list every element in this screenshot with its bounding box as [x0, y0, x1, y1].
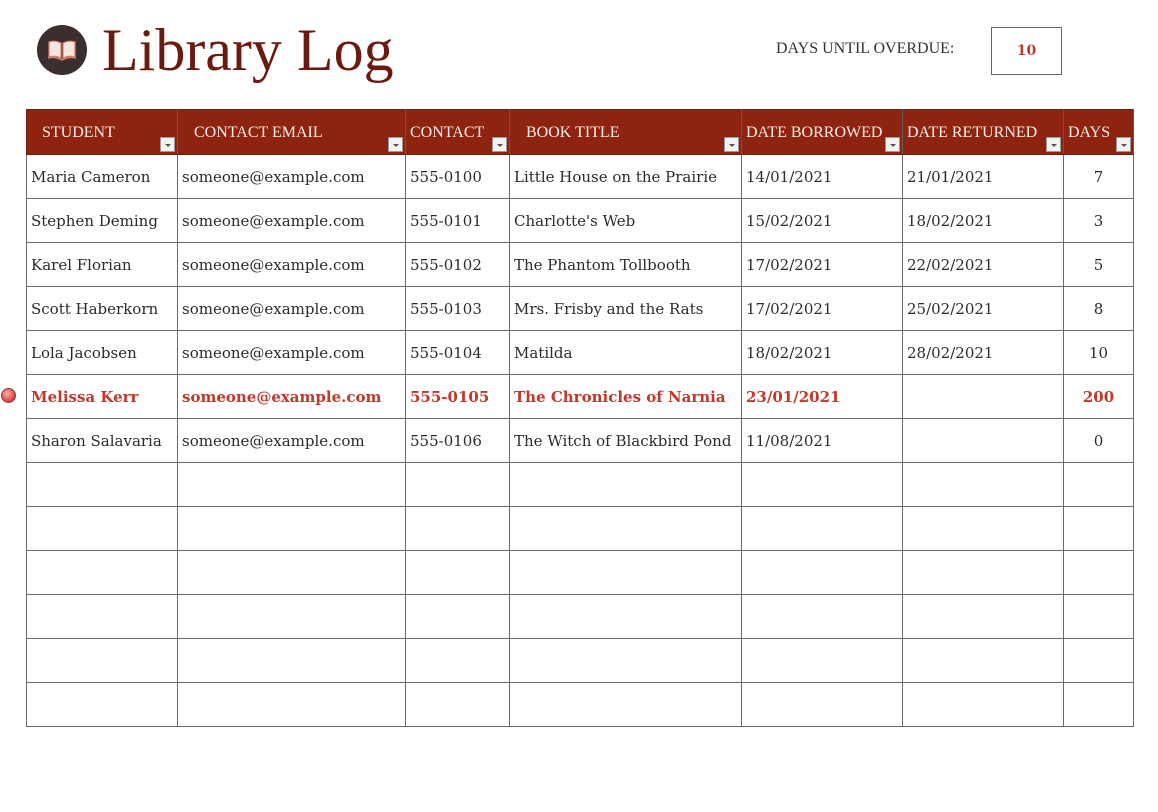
cell-contact-email[interactable]: [178, 463, 406, 507]
cell-book-title[interactable]: [510, 683, 742, 727]
empty-row[interactable]: [27, 463, 1134, 507]
filter-dropdown-icon[interactable]: [885, 137, 900, 152]
column-header-date-returned: [903, 110, 1064, 155]
cell-contact-email[interactable]: someone@example.com: [178, 287, 406, 331]
empty-row[interactable]: [27, 639, 1134, 683]
cell-days[interactable]: [1064, 683, 1134, 727]
cell-book-title[interactable]: [510, 507, 742, 551]
cell-contact-email[interactable]: someone@example.com: [178, 199, 406, 243]
cell-contact[interactable]: 555-0105: [406, 375, 510, 419]
cell-contact[interactable]: [406, 551, 510, 595]
cell-contact-email[interactable]: someone@example.com: [178, 331, 406, 375]
column-header-days: [1064, 110, 1134, 155]
filter-dropdown-icon[interactable]: [724, 137, 739, 152]
cell-contact[interactable]: [406, 683, 510, 727]
column-header-label: CONTACT EMAIL: [194, 124, 323, 141]
cell-days[interactable]: 10: [1064, 331, 1134, 375]
table-row[interactable]: [27, 155, 1134, 199]
cell-date-borrowed[interactable]: 17/02/2021: [742, 243, 903, 287]
cell-student[interactable]: [27, 683, 178, 727]
cell-contact-email[interactable]: [178, 551, 406, 595]
cell-days[interactable]: [1064, 595, 1134, 639]
cell-contact-email[interactable]: [178, 683, 406, 727]
cell-contact[interactable]: 555-0102: [406, 243, 510, 287]
cell-contact-email[interactable]: someone@example.com: [178, 155, 406, 199]
cell-date-returned[interactable]: 22/02/2021: [903, 243, 1064, 287]
cell-days[interactable]: 3: [1064, 199, 1134, 243]
days-until-overdue-label: DAYS UNTIL OVERDUE:: [776, 40, 955, 57]
cell-contact[interactable]: [406, 595, 510, 639]
cell-date-returned[interactable]: 21/01/2021: [903, 155, 1064, 199]
cell-contact-email[interactable]: someone@example.com: [178, 419, 406, 463]
cell-student[interactable]: [27, 507, 178, 551]
cell-student[interactable]: Karel Florian: [27, 243, 178, 287]
table-row[interactable]: [27, 199, 1134, 243]
cell-book-title[interactable]: The Witch of Blackbird Pond: [510, 419, 742, 463]
cell-book-title[interactable]: The Phantom Tollbooth: [510, 243, 742, 287]
cell-date-borrowed[interactable]: 18/02/2021: [742, 331, 903, 375]
empty-row[interactable]: [27, 595, 1134, 639]
cell-date-borrowed[interactable]: [742, 595, 903, 639]
table-row[interactable]: [27, 419, 1134, 463]
column-header-label: CONTACT: [410, 124, 485, 141]
cell-date-borrowed[interactable]: [742, 683, 903, 727]
cell-student[interactable]: [27, 639, 178, 683]
page-title: Library Log: [102, 17, 394, 83]
cell-date-returned[interactable]: 28/02/2021: [903, 331, 1064, 375]
cell-contact-email[interactable]: someone@example.com: [178, 375, 406, 419]
cell-days[interactable]: [1064, 507, 1134, 551]
cell-student[interactable]: [27, 551, 178, 595]
cell-book-title[interactable]: The Chronicles of Narnia: [510, 375, 742, 419]
cell-date-borrowed[interactable]: 14/01/2021: [742, 155, 903, 199]
table-row[interactable]: [27, 375, 1134, 419]
cell-date-returned[interactable]: [903, 639, 1064, 683]
column-header-label: DATE BORROWED: [746, 124, 883, 141]
cell-student[interactable]: Stephen Deming: [27, 199, 178, 243]
column-header-label: DATE RETURNED: [907, 124, 1038, 141]
cell-date-returned[interactable]: [903, 375, 1064, 419]
cell-date-returned[interactable]: 25/02/2021: [903, 287, 1064, 331]
cell-book-title[interactable]: [510, 463, 742, 507]
cell-days[interactable]: [1064, 639, 1134, 683]
empty-row[interactable]: [27, 551, 1134, 595]
cell-book-title[interactable]: [510, 551, 742, 595]
cell-book-title[interactable]: Matilda: [510, 331, 742, 375]
empty-row[interactable]: [27, 507, 1134, 551]
cell-book-title[interactable]: [510, 595, 742, 639]
cell-student[interactable]: [27, 595, 178, 639]
cell-days[interactable]: 5: [1064, 243, 1134, 287]
cell-contact-email[interactable]: [178, 595, 406, 639]
cell-date-returned[interactable]: [903, 463, 1064, 507]
cell-contact[interactable]: [406, 463, 510, 507]
cell-date-borrowed[interactable]: [742, 551, 903, 595]
cell-days[interactable]: 7: [1064, 155, 1134, 199]
table-row[interactable]: [27, 331, 1134, 375]
cell-days[interactable]: [1064, 551, 1134, 595]
cell-date-returned[interactable]: [903, 683, 1064, 727]
cell-date-borrowed[interactable]: [742, 639, 903, 683]
cell-contact[interactable]: 555-0100: [406, 155, 510, 199]
cell-date-borrowed[interactable]: 23/01/2021: [742, 375, 903, 419]
cell-date-borrowed[interactable]: 15/02/2021: [742, 199, 903, 243]
cell-contact[interactable]: 555-0103: [406, 287, 510, 331]
column-header-book-title: [510, 110, 742, 155]
table-row[interactable]: [27, 243, 1134, 287]
cell-student[interactable]: Sharon Salavaria: [27, 419, 178, 463]
cell-date-borrowed[interactable]: [742, 463, 903, 507]
cell-book-title[interactable]: Mrs. Frisby and the Rats: [510, 287, 742, 331]
cell-book-title[interactable]: Charlotte's Web: [510, 199, 742, 243]
column-header-student: [27, 110, 178, 155]
filter-dropdown-icon[interactable]: [492, 137, 507, 152]
cell-student[interactable]: Lola Jacobsen: [27, 331, 178, 375]
cell-date-borrowed[interactable]: 17/02/2021: [742, 287, 903, 331]
cell-date-returned[interactable]: [903, 551, 1064, 595]
cell-date-returned[interactable]: [903, 419, 1064, 463]
days-until-overdue-input[interactable]: 10: [991, 27, 1062, 75]
column-header-label: STUDENT: [42, 124, 115, 141]
cell-contact[interactable]: 555-0104: [406, 331, 510, 375]
filter-dropdown-icon[interactable]: [1116, 137, 1131, 152]
cell-student[interactable]: [27, 463, 178, 507]
cell-book-title[interactable]: Little House on the Prairie: [510, 155, 742, 199]
cell-days[interactable]: [1064, 463, 1134, 507]
column-header-label: DAYS: [1068, 124, 1111, 141]
cell-date-returned[interactable]: 18/02/2021: [903, 199, 1064, 243]
cell-student[interactable]: Maria Cameron: [27, 155, 178, 199]
column-header-label: BOOK TITLE: [526, 124, 620, 141]
cell-student[interactable]: Scott Haberkorn: [27, 287, 178, 331]
cell-contact-email[interactable]: [178, 639, 406, 683]
cell-contact-email[interactable]: someone@example.com: [178, 243, 406, 287]
cell-contact[interactable]: [406, 639, 510, 683]
library-log-table: [26, 109, 1134, 727]
cell-book-title[interactable]: [510, 639, 742, 683]
overdue-flag-icon: [1, 388, 16, 403]
table-row[interactable]: [27, 287, 1134, 331]
cell-contact[interactable]: 555-0101: [406, 199, 510, 243]
cell-contact[interactable]: 555-0106: [406, 419, 510, 463]
filter-dropdown-icon[interactable]: [1046, 137, 1061, 152]
empty-row[interactable]: [27, 683, 1134, 727]
cell-date-borrowed[interactable]: [742, 507, 903, 551]
column-header-contact-email: [178, 110, 406, 155]
open-book-icon: [37, 25, 87, 75]
filter-dropdown-icon[interactable]: [388, 137, 403, 152]
cell-contact-email[interactable]: [178, 507, 406, 551]
cell-days[interactable]: 200: [1064, 375, 1134, 419]
cell-days[interactable]: 0: [1064, 419, 1134, 463]
cell-contact[interactable]: [406, 507, 510, 551]
cell-student[interactable]: Melissa Kerr: [27, 375, 178, 419]
column-header-contact: [406, 110, 510, 155]
column-header-date-borrowed: [742, 110, 903, 155]
filter-dropdown-icon[interactable]: [160, 137, 175, 152]
cell-date-borrowed[interactable]: 11/08/2021: [742, 419, 903, 463]
cell-days[interactable]: 8: [1064, 287, 1134, 331]
cell-date-returned[interactable]: [903, 595, 1064, 639]
cell-date-returned[interactable]: [903, 507, 1064, 551]
